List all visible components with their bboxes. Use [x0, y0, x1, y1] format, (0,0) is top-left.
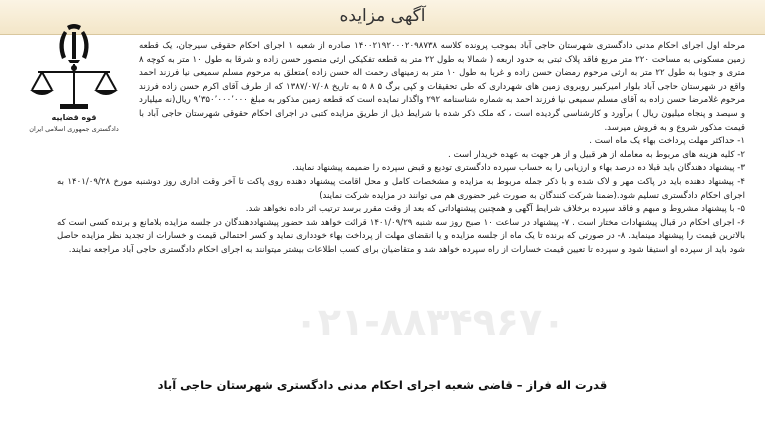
judge-signature: قدرت اله فراز – قاضی شعبه اجرای احکام مدنی دادگستری شهرستان حاجی آباد: [157, 378, 608, 392]
condition-item: ۳- پیشنهاد دهندگان باید قبلا ده درصد بهاء و ارزیابی را به حساب سپرده دادگستری تودیع و قبض سپرده را ضمیمه پیشنهاد نمایند.: [292, 163, 745, 174]
emblem-caption: قوه قضاییه: [51, 113, 97, 122]
notice-body: [47, 40, 755, 258]
condition-item: ۵- با پیشنهاد مشروط و مبهم و فاقد سپرده برخلاف شرایط آگهی و همچنین پیشنهاداتی که بعد از وقت مقرر برسد ترتیب اثر داده نخواهد شد.: [245, 204, 745, 215]
phone-watermark: ۰۲۱-۸۸۳۴۹۶۷۰: [294, 300, 566, 344]
condition-item: ۴- پیشنهاد دهنده باید در پاکت مهر و لاک شده و با ذکر جمله مربوط به مزایده و مشخصات کامل و محل اقامت پیشنهاد دهنده روی پاکت تا آخر وقت اداری روز دوشنبه مورخ ۱۴۰۱/۰۹/۲۸ به اجرای احکام دادگستری تسلیم شود.(ضمنا شرکت کنندگان به صورت غیر حضوری هم می توانند در مزایده شرکت نمایند): [57, 176, 745, 201]
notice-title: آگهی مزایده: [339, 6, 426, 26]
condition-item: ۱- حداکثر مهلت پرداخت بهاء یک ماه است .: [589, 136, 745, 147]
condition-item: ۶- اجرای احکام در قبال پیشنهادات مختار است . ۷- پیشنهاد در ساعت ۱۰ صبح روز سه شنبه ۱۴۰۱/۰۹/۲۹ قرائت خواهد شد حضور پیشنهاددهندگان در جلسه مزایده بلامانع و برنده کسی است که بالاترین قیمت را پیشنهاد مینماید. ۸- در صورتی که برنده تا یک ماه از جلسه مزایده و یا انقضای مهلت از پرداخت بهاء خودداری نماید و کسر احتمالی قیمت و خسارات از تجدید نظر مزایده حاصل شود باید از سپرده او استیفا شود و سپرده تا تعیین قیمت خسارات از راه سپرده خواهد شد و متقاضیان برای کسب اطلاعات بیشتر میتوانند به اجرای احکام دادگستری حاجی آباد مراجعه نمایند.: [57, 217, 745, 255]
condition-item: ۲- کلیه هزینه های مربوط به معامله از هر قبیل و از هر جهت به عهده خریدار است .: [448, 149, 745, 160]
emblem-subcaption: دادگستری جمهوری اسلامی ایران: [29, 125, 119, 133]
notice-intro: مرحله اول اجرای احکام مدنی دادگستری شهرستان حاجی آباد بموجب پرونده کلاسه ۱۴۰۰۲۱۹۲۰۰۰۲۰۹۸۷۳۸ صادره از شعبه ۱ اجرای احکام حقوقی سیرجان، یک قطعه زمین مسکونی به مساحت ۲۲۰ متر مربع فاقد پلاک ثبتی به حدود اربعه ( شمالا به طول ۲۲ متر به قطعه تفکیکی ارثی منصور حسن زاده و شرقا به طول ۱۰ متر به کوچه ۸ متری و جنوبا به طول ۲۲ متر به ارثی مرحوم رمضان حسن زاده و غربا به طول ۱۰ متر به زمینهای رحمت اله حسن زاده )متعلق به مرحوم مسلم سمیعی نیا فرزند احمد واقع در شهرستان حاجی آباد بلوار امیرکبیر روبروی زمین های شهرداری که طی تحقیقات و کپی برگ ۵ ۸ ۵ به تاریخ ۱۳۸۷/۰۷/۰۸ که از طرف آقای اکرم حسن زاده فرزند مرحوم غلامرضا حسن زاده به آقای مسلم سمیعی نیا فرزند احمد به شماره شناسنامه ۲۹۲ واگذار نمایده است که قطعه زمین مذکور به مبلغ ۹٬۳۵۰٬۰۰۰٬۰۰۰ ریال(نه میلیارد و سیصد و پنجاه میلیون ریال ) برآورد و کارشناسی گردیده است ، که ملک ذکر شده با شرایط ذیل از طریق مزایده کتبی در اجرای احکام حقوقی شهرستان حاجی آباد با قیمت مذکور شروع و به فروش میرسد.: [139, 41, 746, 133]
